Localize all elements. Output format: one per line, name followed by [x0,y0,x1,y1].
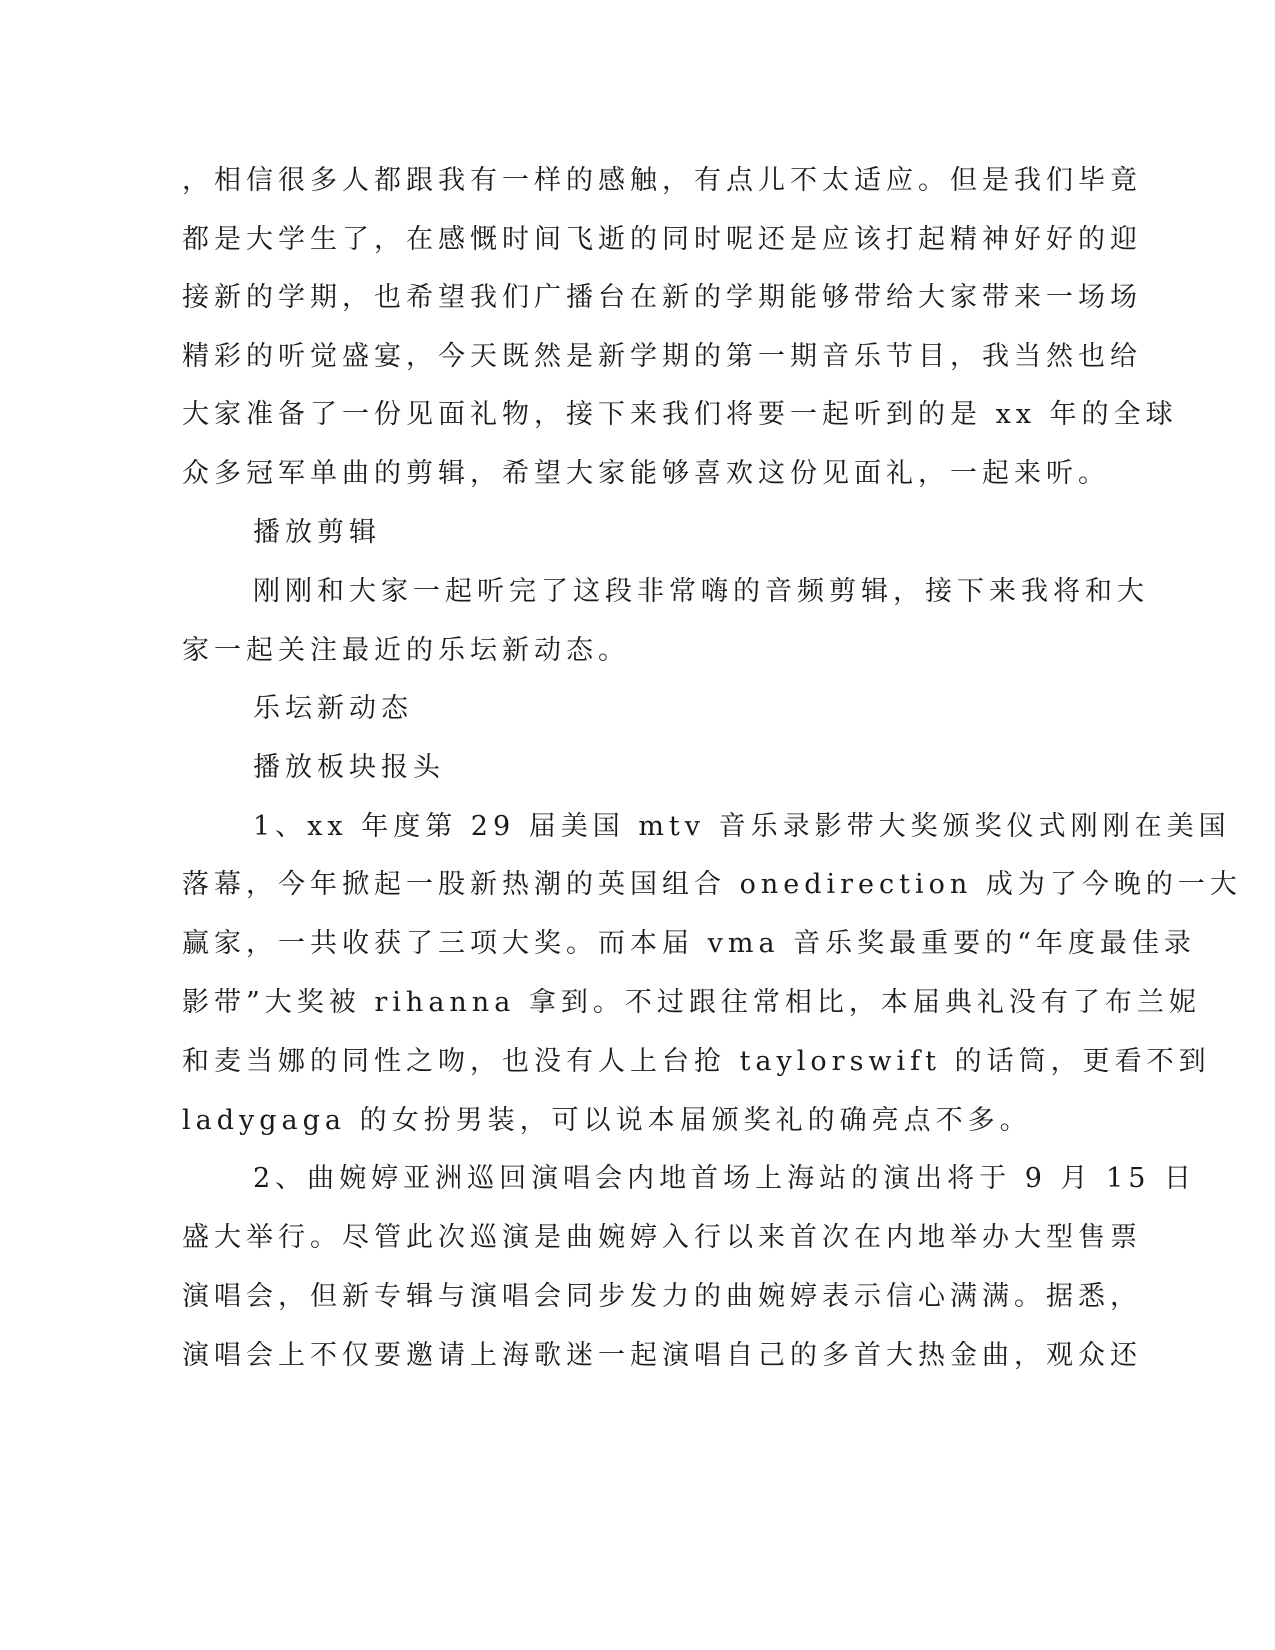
section-label: 播放板块报头 [253,752,445,783]
body-line: ladygaga 的女扮男装，可以说本届颁奖礼的确亮点不多。 [182,1105,1032,1136]
body-line: 都是大学生了，在感慨时间飞逝的同时呢还是应该打起精神好好的迎 [182,224,1142,255]
body-line: 和麦当娜的同性之吻，也没有人上台抢 taylorswift 的话筒，更看不到 [182,1046,1211,1077]
body-line: ，相信很多人都跟我有一样的感触，有点儿不太适应。但是我们毕竟 [182,165,1142,196]
body-line: 演唱会，但新专辑与演唱会同步发力的曲婉婷表示信心满满。据悉， [182,1281,1142,1312]
body-line: 大家准备了一份见面礼物，接下来我们将要一起听到的是 xx 年的全球 [182,399,1178,430]
body-line: 家一起关注最近的乐坛新动态。 [182,635,630,666]
body-line: 落幕，今年掀起一股新热潮的英国组合 onedirection 成为了今晚的一大 [182,869,1242,900]
body-line: 众多冠军单曲的剪辑，希望大家能够喜欢这份见面礼，一起来听。 [182,458,1110,489]
body-line: 赢家，一共收获了三项大奖。而本届 vma 音乐奖最重要的“年度最佳录 [182,928,1196,959]
body-line: 盛大举行。尽管此次巡演是曲婉婷入行以来首次在内地举办大型售票 [182,1222,1142,1253]
paragraph-start-line: 刚刚和大家一起听完了这段非常嗨的音频剪辑，接下来我将和大 [253,576,1149,607]
body-line: 精彩的听觉盛宴，今天既然是新学期的第一期音乐节目，我当然也给 [182,341,1142,372]
list-item-start-line: 1、xx 年度第 29 届美国 mtv 音乐录影带大奖颁奖仪式刚刚在美国 [253,811,1231,842]
list-item-start-line: 2、曲婉婷亚洲巡回演唱会内地首场上海站的演出将于 9 月 15 日 [253,1163,1197,1194]
body-line: 演唱会上不仅要邀请上海歌迷一起演唱自己的多首大热金曲，观众还 [182,1340,1142,1371]
section-label: 播放剪辑 [253,517,381,548]
body-line: 影带”大奖被 rihanna 拿到。不过跟往常相比，本届典礼没有了布兰妮 [182,987,1201,1018]
section-label: 乐坛新动态 [253,693,413,724]
body-line: 接新的学期，也希望我们广播台在新的学期能够带给大家带来一场场 [182,282,1142,313]
